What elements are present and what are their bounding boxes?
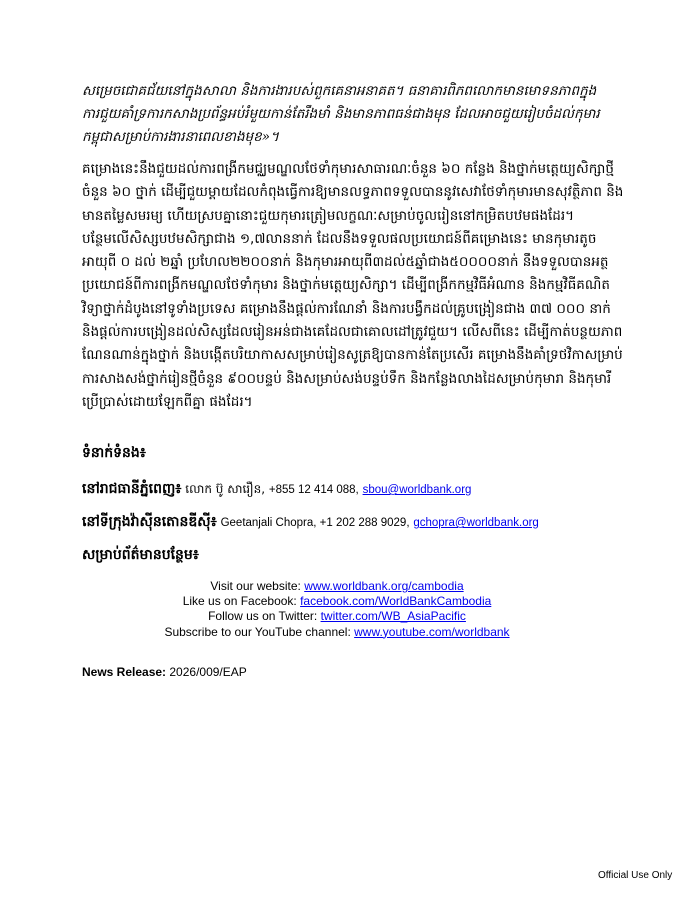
social-links-block [82, 579, 592, 640]
news-release-id: 2026/009/EAP [166, 665, 247, 679]
twitter-link[interactable]: twitter.com/WB_AsiaPacific [320, 609, 466, 624]
contact-name-phone: Geetanjali Chopra, +1 202 288 9029, [220, 517, 410, 529]
facebook-link[interactable]: facebook.com/WorldBankCambodia [300, 594, 492, 609]
contacts-heading: ទំនាក់ទំនង៖ [82, 445, 146, 461]
facebook-line: Like us on Facebook: facebook.com/WorldBankCambodia [182, 594, 492, 609]
youtube-line: Subscribe to our YouTube channel: www.youtube.com/worldbank [164, 624, 510, 639]
quote-paragraph: សម្រេចជោគជ័យនៅក្នុងសាលា និងការងារបស់ពួកគេនាអនាគត។ ធនាគារពិភពលោកមានមោទនភាពក្នុងការជួយគាំទ្រការកសាងប្រព័ន្ធអប់រំមួយកាន់តែរឹងមាំ និងមានភាពធន់ជាងមុន ដែលអាចជួយរៀបចំដល់កុមារកម្ពុជាសម្រាប់ការងារនាពេលខាងមុខ»។ [82, 83, 600, 145]
contact-location: នៅរាជធានីភ្នំពេញ៖ [82, 481, 182, 497]
more-info-heading: សម្រាប់ព័ត៌មានបន្ថែម៖ [82, 547, 199, 563]
twitter-line: Follow us on Twitter: twitter.com/WB_AsiaPacific [208, 609, 466, 624]
news-release-number [82, 665, 247, 680]
contact-name: លោក ប៊ូ សារឿន, [185, 482, 266, 496]
contact-phnom-penh [82, 479, 471, 500]
contact-phone: +855 12 414 088, [268, 484, 359, 496]
classification-footer: Official Use Only [598, 870, 673, 881]
website-link[interactable]: www.worldbank.org/cambodia [304, 579, 464, 593]
news-release-label: News Release: [82, 665, 167, 679]
youtube-link[interactable]: www.youtube.com/worldbank [354, 624, 510, 639]
website-line: Visit our website: www.worldbank.org/cambodia [210, 579, 464, 593]
contact-email-link[interactable]: sbou@worldbank.org [362, 484, 472, 496]
contact-email-link[interactable]: gchopra@worldbank.org [413, 517, 539, 529]
contact-washington [82, 512, 539, 533]
contact-location: នៅទីក្រុងវ៉ាស៊ីនតោនឌីស៊ី៖ [82, 514, 217, 530]
body-paragraph: គម្រោងនេះនឹងជួយដល់ការពង្រីកមជ្ឈមណ្ឌលថែទាំកុមារសាធារណៈចំនួន ៦០ កន្លែង និងថ្នាក់មត្តេយ្យសិក្សាថ្មីចំនួន ៦០ ថ្នាក់ ដើម្បីជួយម្តាយដែលកំពុងធ្វើការឱ្យមានលទ្ធភាពទទួលបាននូវសេវាថែទាំកុមារមានសុវត្ថិភាព និងមានតម្លៃសមរម្យ ហើយស្របគ្នានោះជួយកុមារត្រៀមលក្ខណៈសម្រាប់ចូលរៀននៅកម្រិតបឋមផងដែរ។ បន្ថែមលើសិស្សបឋមសិក្សាជាង ១,៧លាននាក់ ដែលនឹងទទួលផលប្រយោជន៍ពីគម្រោងនេះ មានកុមារតូចអាយុពី ០ ដល់ ២ឆ្នាំ ប្រហែល២២០០នាក់ និងកុមារអាយុពី៣ដល់៥ឆ្នាំជាង៥០០០០នាក់ នឹងទទួលបានអត្ថប្រយោជន៍ពីការពង្រីកមណ្ឌលថែទាំកុមារ និងថ្នាក់មត្តេយ្យសិក្សា។ ដើម្បីពង្រីកកម្មវិធីអំណាន និងកម្មវិធីគណិតវិទ្យាថ្នាក់ដំបូងនៅទូទាំងប្រទេស គម្រោងនឹងផ្តល់ការណែនាំ និងការបង្វឹកដល់គ្រូបង្រៀនជាង ៣៧ ០០០ នាក់ និងផ្តល់ការបង្រៀនដល់សិស្សដែលរៀនអន់ជាងគេដែលជាគោលដៅត្រូវជួយ។ លើសពីនេះ ដើម្បីកាត់បន្ថយភាពណែនណាន់ក្នុងថ្នាក់ និងបង្កើតបរិយាកាសសម្រាប់រៀនសូត្រឱ្យបានកាន់តែប្រសើរ គម្រោងនឹងគាំទ្រថវិកាសម្រាប់ការសាងសង់ថ្នាក់រៀនថ្មីចំនួន ៩០០បន្ទប់ និងសម្រាប់សង់បន្ទប់ទឹក និងកន្លែងលាងដៃសម្រាប់កុមារា និងកុមារី ប្រើប្រាស់ដោយឡែកពីគ្នា ផងដែរ។ [82, 161, 624, 410]
